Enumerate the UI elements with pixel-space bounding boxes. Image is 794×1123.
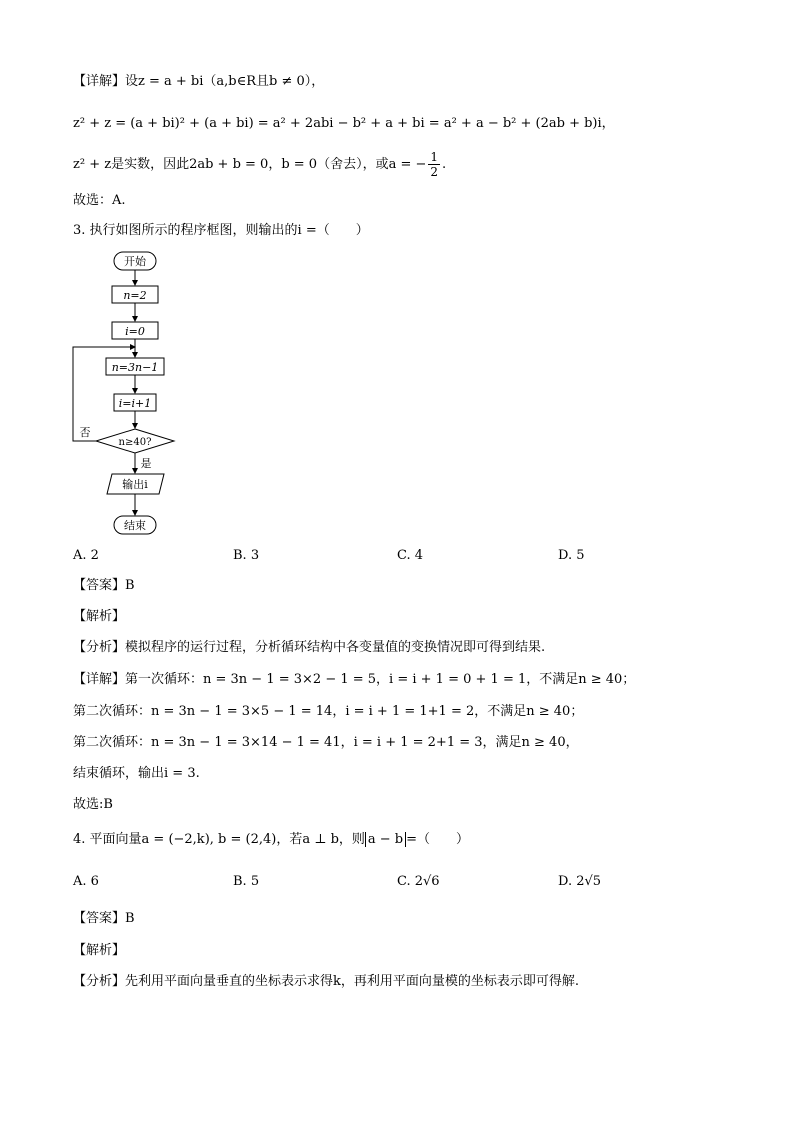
q4-option-a: A. 6	[73, 874, 99, 889]
q4-analysis-head: 【解析】	[73, 943, 126, 958]
q3-option-d: D. 5	[558, 548, 585, 563]
q4-stem	[73, 831, 469, 849]
q3-stem: 3. 执行如图所示的程序框图，则输出的i =（ ）	[73, 223, 369, 238]
flow-no-label: 否	[79, 426, 91, 439]
frac-numerator: 1	[430, 150, 439, 164]
q4-answer: 【答案】B	[73, 911, 135, 926]
q4-analysis: 【分析】先利用平面向量垂直的坐标表示求得k，再利用平面向量模的坐标表示即可得解.	[73, 974, 580, 989]
flow-end: 结束	[124, 519, 146, 532]
q2-line3-text: z² + z是实数，因此2ab + b = 0，b = 0（舍去），或a = −	[73, 157, 427, 172]
flow-init-i: i=0	[125, 325, 145, 338]
q2-choice: 故选：A.	[73, 193, 126, 208]
frac-denominator: 2	[430, 165, 439, 179]
q3-detail-2: 第二次循环：n = 3n − 1 = 3×5 − 1 = 14，i = i + 1 = 1+1 = 2，不满足n ≥ 40；	[73, 704, 584, 719]
flowchart	[60, 248, 200, 540]
flow-update-i: i=i+1	[118, 397, 152, 410]
q3-analysis: 【分析】模拟程序的运行过程，分析循环结构中各变量值的变换情况即可得到结果.	[73, 640, 546, 655]
q4-option-c: C. 2√6	[397, 874, 440, 889]
flow-output: 输出i	[122, 478, 148, 491]
q3-detail-4: 结束循环，输出i = 3.	[73, 766, 200, 781]
q3-option-a: A. 2	[73, 548, 99, 563]
flow-start: 开始	[124, 255, 146, 268]
q3-option-c: C. 4	[397, 548, 424, 563]
q3-answer: 【答案】B	[73, 578, 135, 593]
q4-option-b: B. 5	[233, 874, 260, 889]
q2-detail-line2: z² + z = (a + bi)² + (a + bi) = a² + 2abi − b² + a + bi = a² + a − b² + (2ab + b)i，	[73, 116, 615, 131]
q2-line3-end: .	[442, 157, 447, 172]
q3-detail-3: 第二次循环：n = 3n − 1 = 3×14 − 1 = 41，i = i + 1 = 2+1 = 3，满足n ≥ 40，	[73, 735, 579, 750]
q3-analysis-head: 【解析】	[73, 609, 126, 624]
flow-condition: n≥40?	[118, 437, 152, 448]
flow-update-n: n=3n−1	[111, 361, 159, 374]
q3-detail-1: 【详解】第一次循环：n = 3n − 1 = 3×2 − 1 = 5，i = i + 1 = 0 + 1 = 1，不满足n ≥ 40；	[73, 672, 636, 687]
flow-yes-label: 是	[140, 457, 152, 470]
q2-detail-line3	[73, 150, 446, 180]
q4-abs-expression: a − b	[365, 832, 406, 847]
q4-stem-end: =（ ）	[406, 832, 470, 847]
q4-stem-text: 4. 平面向量a = (−2,k), b = (2,4)，若a ⊥ b，则	[73, 832, 365, 847]
q3-choice: 故选:B	[73, 797, 113, 812]
q2-detail-line1: 【详解】设z = a + bi（a,b∈R且b ≠ 0），	[73, 74, 325, 89]
flow-init-n: n=2	[123, 289, 147, 302]
q4-option-d: D. 2√5	[558, 874, 602, 889]
q3-option-b: B. 3	[233, 548, 260, 563]
q2-fraction	[428, 150, 440, 179]
